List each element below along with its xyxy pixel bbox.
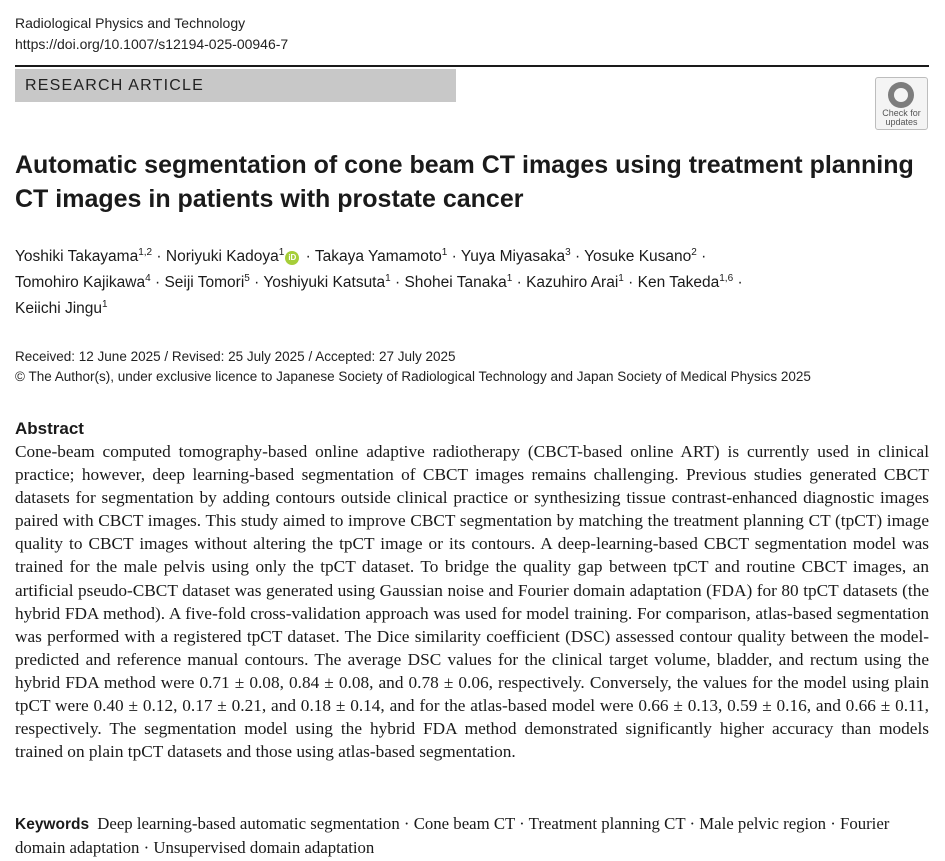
author-affiliation: 2 xyxy=(691,246,697,258)
author-affiliation: 1 xyxy=(102,298,108,310)
author[interactable] xyxy=(166,248,301,265)
check-updates-line2: updates xyxy=(885,117,918,127)
article-title: Automatic segmentation of cone beam CT images using treatment planning CT images in patients with prostate cancer xyxy=(15,151,914,213)
author[interactable] xyxy=(15,300,108,317)
author-name: Noriyuki Kadoya xyxy=(165,248,279,265)
author-name: Seiji Tomori xyxy=(164,274,245,291)
author-name: Shohei Tanaka xyxy=(404,274,507,291)
author-name: Yuya Miyasaka xyxy=(460,248,566,265)
author-list: Yoshiki Takayama$^{1,2}$ · Noriyuki Kadoya$^1$ iD · Takaya Yamamoto$^1$ · Yuya Miyasaka$^3$ · Yosuke Kusano$^2$ · Tomohiro Kajikawa$^4$ · Seiji Tomori$^5$ · Yoshiyuki Katsuta$^1$ · Shohei Tanaka$^1$ · Kazuhiro Arai$^1$ · Ken Takeda$^{1,6}$ · Keiichi Jingu$^1$ xyxy=(15,246,743,317)
check-updates-label xyxy=(876,109,927,127)
article-type-banner: RESEARCH ARTICLE xyxy=(15,69,456,102)
article-dates xyxy=(15,347,925,387)
author-affiliation: 1 xyxy=(278,246,285,258)
author-affiliation: 1 xyxy=(618,272,624,284)
check-updates-icon xyxy=(888,82,914,108)
keywords-section xyxy=(15,812,929,859)
orcid-icon[interactable]: iD xyxy=(285,251,299,265)
author[interactable] xyxy=(15,248,152,265)
author[interactable] xyxy=(164,274,249,291)
author-affiliation: 3 xyxy=(565,246,571,258)
author[interactable] xyxy=(15,274,151,291)
author-affiliation: 1,2 xyxy=(138,246,153,258)
author[interactable] xyxy=(315,248,448,265)
author-name: Kazuhiro Arai xyxy=(526,274,619,291)
author[interactable] xyxy=(638,274,734,291)
author[interactable] xyxy=(584,248,697,265)
author[interactable] xyxy=(263,274,390,291)
author-affiliation: 1 xyxy=(441,246,448,258)
journal-name: Radiological Physics and Technology xyxy=(15,15,246,31)
author-name: Yosuke Kusano xyxy=(584,248,692,265)
author-name: Tomohiro Kajikawa xyxy=(15,274,146,291)
doi-link[interactable]: https://doi.org/10.1007/s12194-025-00946-7 xyxy=(15,36,289,52)
keywords-text: Deep learning-based automatic segmentation · Cone beam CT · Treatment planning CT · Male pelvic region · Fourier domain adaptation · Unsupervised domain adaptation xyxy=(15,814,890,857)
check-updates-line1: Check for xyxy=(882,108,921,118)
author[interactable] xyxy=(461,248,571,265)
author-affiliation: 1,6 xyxy=(719,272,734,284)
abstract-heading: Abstract xyxy=(15,419,84,438)
author-name: Yoshiyuki Katsuta xyxy=(263,274,386,291)
history-dates: Received: 12 June 2025 / Revised: 25 July 2025 / Accepted: 27 July 2025 xyxy=(15,349,456,364)
author-affiliation: 4 xyxy=(145,272,151,284)
journal-header xyxy=(15,13,288,55)
author-name: Takaya Yamamoto xyxy=(314,248,442,265)
abstract-text: Cone-beam computed tomography-based online adaptive radiotherapy (CBCT-based online ART) is currently used in clinical practice; however, deep learning-based segmentation of CBCT images remains challenging. Previous studies generated CBCT datasets for segmentation by adding contours outside clinical practice or synthesizing tissue contrast-enhanced diagnostic images paired with CBCT images. This study aimed to improve CBCT segmentation by matching the treatment planning CT (tpCT) image quality to CBCT images without altering the tpCT image or its contours. A deep-learning-based CBCT segmentation model was trained for the male pelvis using only the tpCT dataset. To bridge the quality gap between tpCT and routine CBCT images, an artificial pseudo-CBCT dataset was generated using Gaussian noise and Fourier domain adaptation (FDA) for 80 tpCT datasets (the hybrid FDA method). A five-fold cross-validation approach was used for model training. For comparison, atlas-based segmentation was performed with a registered tpCT dataset. The Dice similarity coefficient (DSC) assessed contour quality between the model-predicted and reference manual contours. The average DSC values for the clinical target volume, bladder, and rectum using the hybrid FDA method were 0.71 ± 0.08, 0.84 ± 0.08, and 0.78 ± 0.06, respectively. Conversely, the values for the model using plain tpCT were 0.40 ± 0.12, 0.17 ± 0.21, and 0.18 ± 0.14, and for the atlas-based model were 0.66 ± 0.13, 0.59 ± 0.16, and 0.66 ± 0.11, respectively. The segmentation model using the hybrid FDA method demonstrated significantly higher accuracy than models trained on plain tpCT datasets and those using atlas-based segmentation. xyxy=(15,442,929,762)
author-name: Keiichi Jingu xyxy=(15,300,103,317)
author[interactable] xyxy=(526,274,624,291)
author[interactable] xyxy=(404,274,512,291)
header-rule xyxy=(15,65,929,67)
copyright-line: © The Author(s), under exclusive licence to Japanese Society of Radiological Technology and Japan Society of Medical Physics 2025 xyxy=(15,369,811,384)
author-name: Ken Takeda xyxy=(637,274,720,291)
check-for-updates-badge[interactable] xyxy=(875,77,928,130)
author-name: Yoshiki Takayama xyxy=(15,248,139,265)
author-affiliation: 5 xyxy=(244,272,250,284)
author-affiliation: 1 xyxy=(506,272,513,284)
author-affiliation: 1 xyxy=(385,272,391,284)
keywords-label: Keywords xyxy=(15,816,90,833)
